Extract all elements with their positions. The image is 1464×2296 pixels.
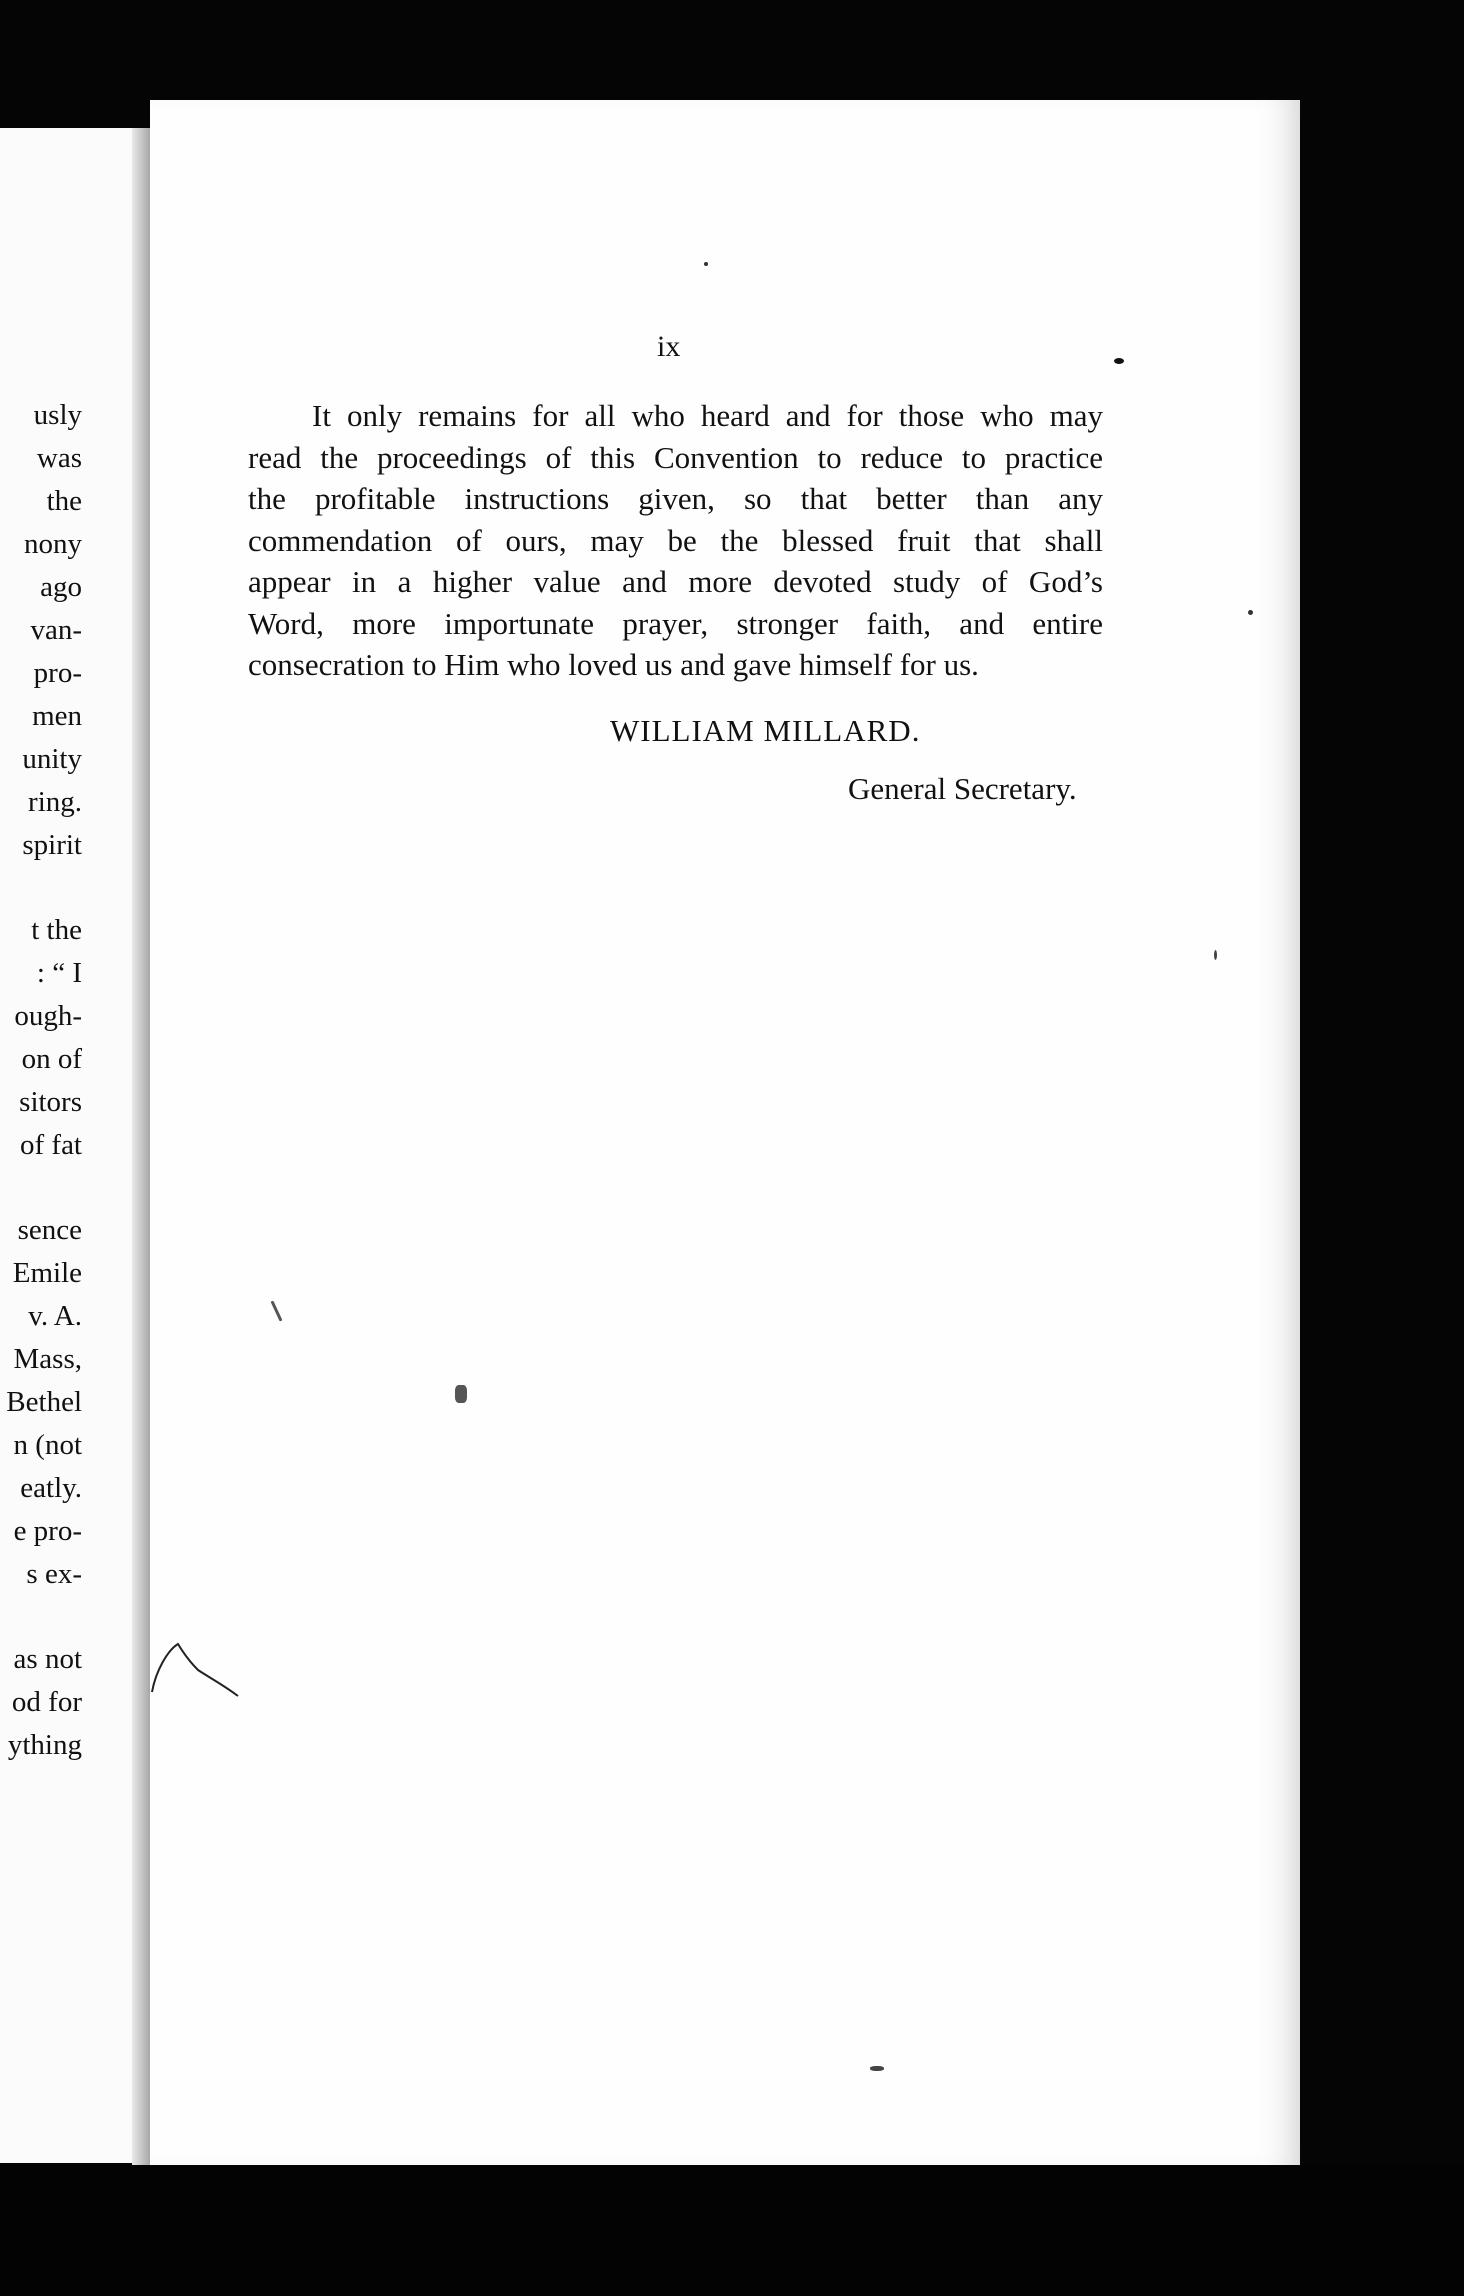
previous-page-line: v. A.	[28, 1300, 82, 1332]
previous-page-line: Mass,	[13, 1343, 82, 1375]
previous-page-line: was	[36, 442, 82, 474]
previous-page-line: usly	[33, 399, 82, 431]
previous-page-line: as not	[13, 1643, 82, 1675]
previous-page-line: e pro-	[13, 1515, 82, 1547]
previous-page-line: sitors	[19, 1086, 82, 1118]
previous-page-line: ough-	[14, 1000, 82, 1032]
previous-page-line: s ex-	[26, 1558, 82, 1590]
previous-page-line: on of	[21, 1043, 82, 1075]
previous-page-line: ring.	[28, 786, 82, 818]
previous-page-line: van-	[30, 614, 82, 646]
dust-speck	[1214, 950, 1217, 960]
previous-page-line: pro-	[33, 657, 82, 689]
previous-page-line: of fat	[20, 1129, 82, 1161]
signature-name: WILLIAM MILLARD.	[610, 713, 921, 748]
page-number: ix	[657, 330, 681, 363]
signature-title: General Secretary.	[848, 771, 1077, 806]
dust-speck	[455, 1385, 467, 1403]
paragraph-gap	[0, 1167, 82, 1209]
dust-speck	[870, 2066, 884, 2071]
paragraph-line: commendation of ours, may be the blessed fruit that shall	[248, 522, 1103, 558]
previous-page-line: Bethel	[6, 1386, 82, 1418]
previous-page-line: eatly.	[20, 1472, 82, 1504]
previous-page-line: n (not	[13, 1429, 82, 1461]
page-crack-mark	[150, 1640, 240, 1700]
previous-page-text	[0, 394, 82, 1767]
previous-page-line: od for	[11, 1686, 82, 1718]
scan-bottom-edge	[0, 2165, 1464, 2296]
previous-page-line: unity	[22, 743, 82, 775]
paragraph-line: appear in a higher value and more devoted study of God’s	[248, 564, 1103, 599]
previous-page-line: Emile	[12, 1257, 82, 1289]
previous-page-line: ago	[40, 571, 82, 603]
paragraph-line: Word, more importunate prayer, stronger faith, and entire	[248, 605, 1103, 641]
paragraph-line: consecration to Him who loved us and gave himself for us.	[248, 647, 979, 682]
previous-page-line: ything	[7, 1729, 82, 1761]
paragraph-gap	[0, 1596, 82, 1638]
previous-page-line: t the	[31, 914, 82, 946]
previous-page-line: nony	[24, 528, 82, 560]
previous-page-line: spirit	[22, 829, 82, 861]
dust-speck	[1114, 358, 1124, 364]
paragraph-line: the profitable instructions given, so that better than any	[248, 481, 1103, 516]
previous-page-line: sence	[17, 1214, 82, 1246]
previous-page-line: the	[46, 485, 82, 517]
previous-page-line: : “ I	[36, 957, 82, 989]
paragraph-gap	[0, 867, 82, 909]
dust-speck	[1248, 610, 1253, 615]
paragraph-line: It only remains for all who heard and for those who may	[312, 398, 1103, 433]
paragraph-line: read the proceedings of this Convention to reduce to practice	[248, 439, 1103, 475]
previous-page-line: men	[32, 700, 82, 732]
closing-paragraph	[248, 395, 1103, 686]
dust-speck	[704, 262, 708, 266]
